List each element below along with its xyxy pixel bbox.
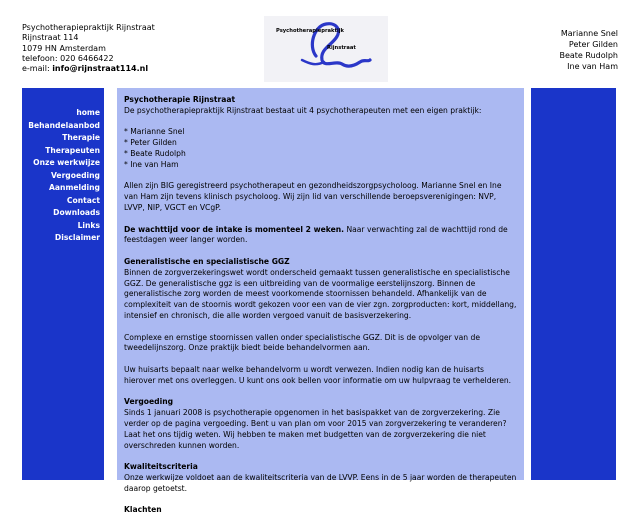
header-therapist: Marianne Snel — [560, 29, 618, 38]
therapist-list — [124, 127, 517, 170]
logo-scribble-icon — [264, 16, 388, 82]
list-item: * Ine van Ham — [124, 160, 517, 171]
intro-text: De psychotherapiepraktijk Rijnstraat bestaat uit 4 psychotherapeuten met een eigen praktijk: — [124, 105, 482, 115]
practice-address — [22, 23, 155, 74]
main-nav — [28, 107, 100, 245]
therapist-list-header — [559, 28, 618, 72]
nav-home[interactable]: home — [76, 108, 100, 117]
nav-links[interactable]: Links — [77, 220, 100, 230]
nav-therapie[interactable]: Therapie — [62, 133, 100, 142]
list-item: * Marianne Snel — [124, 127, 517, 138]
ggz-heading: Generalistische en specialistische GGZ — [124, 256, 290, 266]
email-label: e-mail: — [22, 64, 53, 74]
ggz-text-1: Binnen de zorgverzekeringswet wordt onderscheid gemaakt tussen generalistische en specialistische GGZ. De generalistische ggz is een uitbreiding van de voormalige eerstelijnszorg. Binnen de generalistische zorg worden de meest voorkomende stoornissen behandeld. Afhankelijk van de complexiteit van de stoornis wordt gekozen voor een van de vier zgn. zorgproducten: kort, middellang, intensief en chronisch, die alle worden vergoed vanuit de basisverzekering. — [124, 267, 517, 320]
nav-disclaimer[interactable]: Disclaimer — [54, 233, 100, 242]
header-therapist: Beate Rudolph — [559, 51, 618, 60]
right-sidebar — [531, 88, 616, 480]
nav-behandelaanbod[interactable]: Behandelaanbod — [28, 120, 100, 130]
waiting-time-rest: Naar verwachting zal de wachttijd rond de feestdagen weer langer worden. — [124, 224, 508, 245]
klachten-heading: Klachten — [124, 505, 162, 515]
nav-aanmelding[interactable]: Aanmelding — [49, 183, 100, 192]
kwaliteit-text: Onze werkwijze voldoet aan de kwaliteitscriteria van de LVVP. Eens in de 5 jaar worden de therapeuten daarop getoetst. — [124, 472, 517, 493]
nav-therapeuten[interactable]: Therapeuten — [45, 145, 100, 155]
list-item: * Peter Gilden — [124, 138, 517, 149]
nav-downloads[interactable]: Downloads — [53, 208, 100, 217]
waiting-time — [124, 225, 517, 247]
main-content — [117, 88, 524, 515]
logo-text-street: Rijnstraat — [327, 45, 356, 51]
practice-logo — [264, 16, 388, 82]
phone: telefoon: 020 6466422 — [22, 53, 114, 63]
logo-text-name: Psychotherapiepraktijk — [276, 28, 344, 34]
list-item: * Beate Rudolph — [124, 149, 517, 160]
email-link[interactable]: info@rijnstraat114.nl — [52, 64, 149, 74]
registration-text: Allen zijn BIG geregistreerd psychotherapeut en gezondheidszorgpsycholoog. Marianne Snel en Ine van Ham zijn tevens klinisch psycholoog. Wij zijn lid van verschillende beroepsverenigingen: NVP, LVVP, NIP, VGCT en VCgP. — [124, 181, 502, 212]
waiting-time-bold: De wachttijd voor de intake is momenteel 2 weken. — [124, 224, 345, 234]
practice-name: Psychotherapiepraktijk Rijnstraat — [22, 23, 155, 32]
ggz-text-2: Complexe en ernstige stoornissen vallen onder specialistische GGZ. Dit is de opvolger van de tweedelijnszorg. Onze praktijk biedt beide behandelvormen aan. — [124, 332, 481, 353]
header-therapist: Peter Gilden — [568, 40, 618, 49]
nav-contact[interactable]: Contact — [66, 195, 100, 205]
nav-onze-werkwijze[interactable]: Onze werkwijze — [33, 158, 100, 167]
page-title: Psychotherapie Rijnstraat — [124, 95, 236, 104]
header-therapist: Ine van Ham — [567, 62, 618, 71]
kwaliteit-heading: Kwaliteitscriteria — [124, 462, 198, 472]
vergoeding-text: Sinds 1 januari 2008 is psychotherapie opgenomen in het basispakket van de zorgverzekering. Zie verder op de pagina vergoeding. Bent u van plan om voor 2015 van zorgverzekering te veranderen? Laat het ons tijdig weten. Wij hebben te maken met budgetten van de zorgverzekering die niet overschreden kunnen worden. — [124, 408, 507, 450]
ggz-text-3: Uw huisarts bepaalt naar welke behandelvorm u wordt verwezen. Indien nodig kan de huisarts hierover met ons overleggen. U kunt ons ook bellen voor informatie om uw hulpvraag te verhelderen. — [124, 364, 512, 385]
email-line — [22, 64, 155, 74]
left-sidebar — [22, 88, 104, 480]
nav-vergoeding[interactable]: Vergoeding — [50, 170, 100, 180]
street: Rijnstraat 114 — [22, 33, 79, 43]
city: 1079 HN Amsterdam — [22, 43, 106, 53]
vergoeding-heading: Vergoeding — [124, 397, 174, 407]
